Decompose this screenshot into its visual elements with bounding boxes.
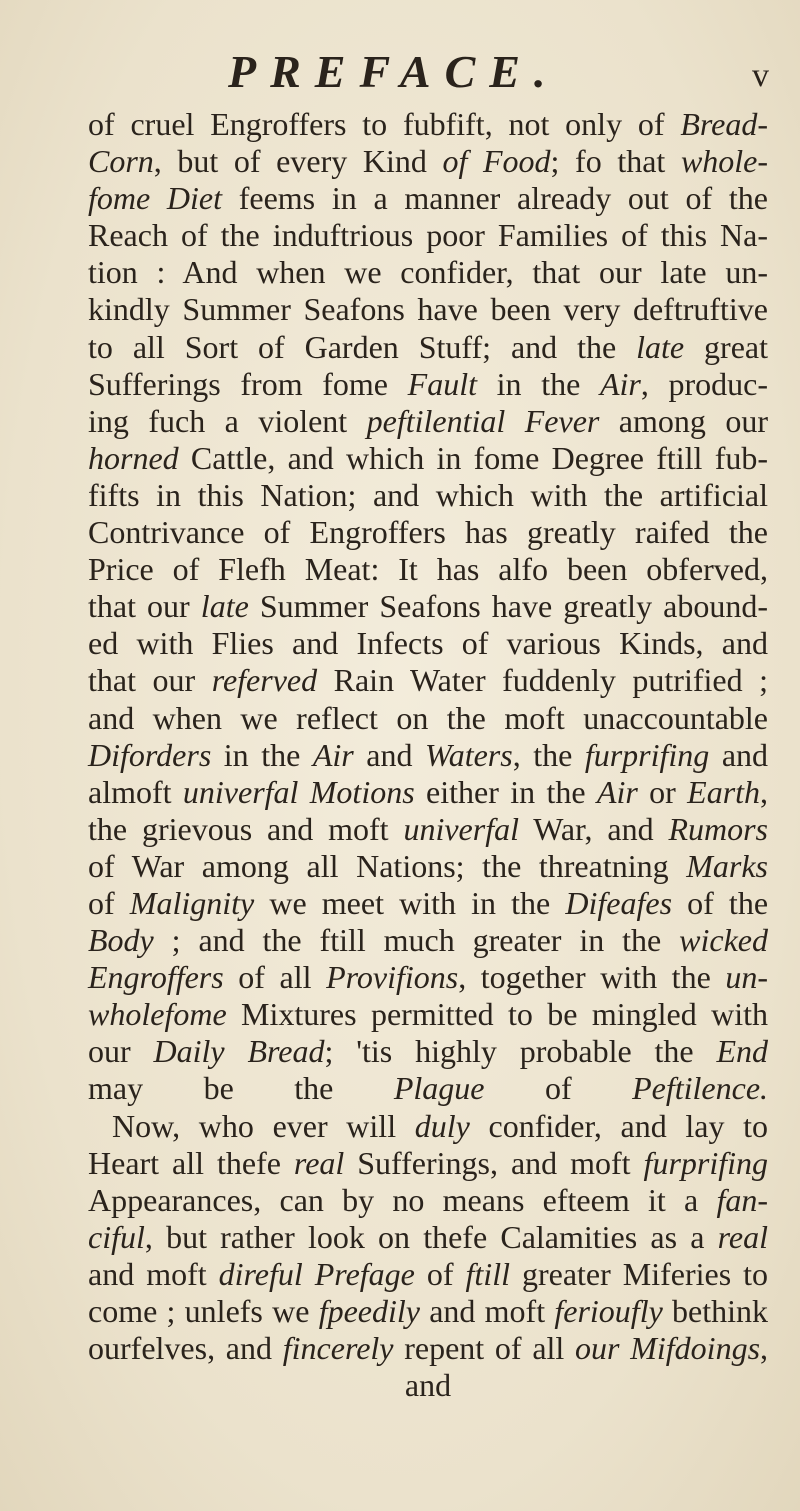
italic-text: Difeafes <box>565 884 673 921</box>
text-segment: we meet with in the <box>254 884 566 921</box>
text-segment: our <box>88 1033 154 1070</box>
text-line <box>88 551 768 588</box>
text-segment: Sufferings from fome <box>88 365 408 402</box>
text-segment: Rain Water fuddenly putrified ; <box>317 662 769 699</box>
text-line <box>88 291 768 328</box>
text-segment: , but rather look on thefe Calamities as a <box>144 1218 718 1255</box>
text-line <box>88 329 768 366</box>
text-segment: and <box>709 736 769 773</box>
text-line <box>88 922 768 959</box>
italic-text: Peftilence. <box>632 1070 769 1107</box>
text-segment: of War among all Nations; the threatning <box>88 847 687 884</box>
body-text <box>88 106 768 1404</box>
italic-text: duly <box>414 1107 470 1144</box>
text-segment: , the <box>512 736 585 773</box>
italic-text: End <box>716 1033 769 1070</box>
text-line <box>88 811 768 848</box>
italic-text: Rumors <box>668 810 768 847</box>
text-segment: of <box>88 884 130 921</box>
text-segment: Now, who ever will <box>112 1107 415 1144</box>
italic-text: un- <box>725 959 769 996</box>
text-line <box>88 1070 768 1107</box>
italic-text: Air <box>596 773 638 810</box>
text-line <box>88 1145 768 1182</box>
text-line <box>88 959 768 996</box>
text-line <box>88 477 768 514</box>
text-segment: ; fo that <box>550 143 681 180</box>
text-segment: and <box>353 736 425 773</box>
text-segment: to all Sort of Garden Stuff; and the <box>88 328 637 365</box>
italic-text: Daily Bread <box>153 1033 325 1070</box>
text-line <box>88 1033 768 1070</box>
text-segment: and when we reflect on the moft unaccountable <box>88 699 768 736</box>
italic-text: our Mifdoings <box>575 1330 761 1367</box>
text-segment: Cattle, and which in fome Degree ftill fub- <box>178 439 768 476</box>
text-segment: fifts in this Nation; and which with the artificial <box>88 476 768 513</box>
text-segment: greater Miferies to <box>509 1255 769 1292</box>
italic-text: fincerely <box>282 1330 394 1367</box>
italic-text: whole- <box>680 143 769 180</box>
text-segment: in the <box>211 736 313 773</box>
italic-text: Waters <box>424 736 513 773</box>
text-segment: confider, and lay to <box>469 1107 769 1144</box>
text-segment: ; 'tis highly probable the <box>324 1033 717 1070</box>
text-segment: , produc- <box>640 365 768 402</box>
text-line <box>88 996 768 1033</box>
text-segment: bethink <box>662 1293 769 1329</box>
text-segment: come ; unlefs we <box>88 1293 319 1329</box>
italic-text: furprifing <box>584 736 710 773</box>
text-line <box>88 440 768 477</box>
text-segment: of <box>484 1070 633 1107</box>
text-segment: of cruel Engroffers to fubfift, not only of <box>88 106 681 142</box>
page-header <box>0 42 800 102</box>
text-segment: ing fuch a violent <box>88 402 367 439</box>
italic-text: univerfal Motions <box>182 773 415 810</box>
italic-text: Air <box>312 736 354 773</box>
text-segment: Heart all thefe <box>88 1144 294 1181</box>
italic-text: wholefome <box>88 996 227 1033</box>
italic-text: Provifions <box>326 959 459 996</box>
italic-text: fome Diet <box>88 180 223 217</box>
text-segment: ; and the ftill much greater in the <box>153 922 680 959</box>
text-segment: that our <box>88 588 201 625</box>
italic-text: late <box>200 588 249 625</box>
text-segment: War, and <box>518 810 669 847</box>
text-line <box>88 403 768 440</box>
text-segment: Mixtures permitted to be mingled with <box>226 996 768 1033</box>
text-segment: , together with the <box>458 959 726 996</box>
text-line <box>88 848 768 885</box>
italic-text: wicked <box>679 922 768 959</box>
italic-text: Malignity <box>129 884 255 921</box>
italic-text: peftilential Fever <box>366 402 600 439</box>
text-segment: ed with Flies and Infects of various Kinds, and <box>88 625 768 662</box>
italic-text: Body <box>88 922 154 959</box>
text-segment: of the <box>672 884 769 921</box>
text-line <box>88 514 768 551</box>
text-segment: repent of all <box>393 1330 576 1367</box>
italic-text: ftill <box>465 1255 510 1292</box>
text-line <box>88 1330 768 1367</box>
text-line <box>88 366 768 403</box>
text-segment: among our <box>599 402 768 439</box>
text-segment: Contrivance of Engroffers has greatly raifed the <box>88 514 768 551</box>
italic-text: Earth <box>687 773 761 810</box>
text-line <box>88 217 768 254</box>
page-number: v <box>752 57 769 94</box>
italic-text: Diforders <box>88 736 212 773</box>
text-segment: in the <box>476 365 600 402</box>
running-title: PREFACE. <box>228 46 560 97</box>
italic-text: Marks <box>686 847 768 884</box>
text-segment: , <box>760 773 769 810</box>
italic-text: direful Prefage <box>218 1255 415 1292</box>
text-segment: , but of every Kind <box>153 143 443 180</box>
italic-text: fpeedily <box>318 1293 420 1329</box>
italic-text: Corn <box>88 143 154 180</box>
text-line <box>88 662 768 699</box>
text-segment: and <box>404 1367 452 1404</box>
text-segment: tion : And when we confider, that our late un- <box>88 254 768 291</box>
italic-text: furprifing <box>643 1144 769 1181</box>
text-segment: Reach of the induftrious poor Families of this Na- <box>88 217 768 254</box>
text-segment: or <box>637 773 688 810</box>
text-segment: and moft <box>88 1255 219 1292</box>
italic-text: univerfal <box>403 810 519 847</box>
text-segment: Sufferings, and moft <box>344 1144 644 1181</box>
text-line <box>88 1219 768 1256</box>
text-segment: kindly Summer Seafons have been very deftruftive <box>88 291 768 328</box>
italic-text: Fault <box>407 365 477 402</box>
italic-text: Plague <box>393 1070 485 1107</box>
text-segment: Summer Seafons have greatly abound- <box>248 588 769 625</box>
italic-text: ferioufly <box>554 1293 663 1329</box>
text-segment: ourfelves, and <box>88 1330 283 1367</box>
text-segment: Appearances, can by no means efteem it a <box>88 1181 717 1218</box>
italic-text: late <box>636 328 685 365</box>
italic-text: Air <box>599 365 641 402</box>
text-line <box>88 1367 768 1404</box>
text-line <box>88 180 768 217</box>
text-line <box>88 1293 768 1330</box>
text-segment: of <box>414 1255 466 1292</box>
text-line <box>88 774 768 811</box>
text-line <box>88 254 768 291</box>
italic-text: real <box>293 1144 345 1181</box>
text-segment: Price of Flefh Meat: It has alfo been obferved, <box>88 551 768 588</box>
italic-text: ciful <box>88 1218 145 1255</box>
italic-text: referved <box>211 662 318 699</box>
text-line <box>88 885 768 922</box>
text-segment: almoft <box>88 773 183 810</box>
text-segment: of all <box>223 959 327 996</box>
text-segment: that our <box>88 662 212 699</box>
italic-text: Bread- <box>680 106 768 142</box>
text-line <box>88 625 768 662</box>
text-segment: and moft <box>419 1293 555 1329</box>
text-segment: great <box>684 328 769 365</box>
text-segment: either in the <box>414 773 597 810</box>
text-segment: , <box>760 1330 769 1367</box>
text-line <box>88 700 768 737</box>
text-segment: the grievous and moft <box>88 810 404 847</box>
text-line <box>88 106 768 143</box>
italic-text: Engroffers <box>88 959 224 996</box>
italic-text: real <box>717 1218 768 1255</box>
italic-text: horned <box>88 439 179 476</box>
text-line <box>88 737 768 774</box>
text-segment: feems in a manner already out of the <box>222 180 769 217</box>
text-line <box>88 143 768 180</box>
italic-text: of Food <box>442 143 551 180</box>
italic-text: fan- <box>716 1181 768 1218</box>
text-line <box>88 1256 768 1293</box>
text-line <box>88 1182 768 1219</box>
text-segment: may be the <box>88 1070 394 1107</box>
text-line <box>88 1108 768 1145</box>
text-line <box>88 588 768 625</box>
